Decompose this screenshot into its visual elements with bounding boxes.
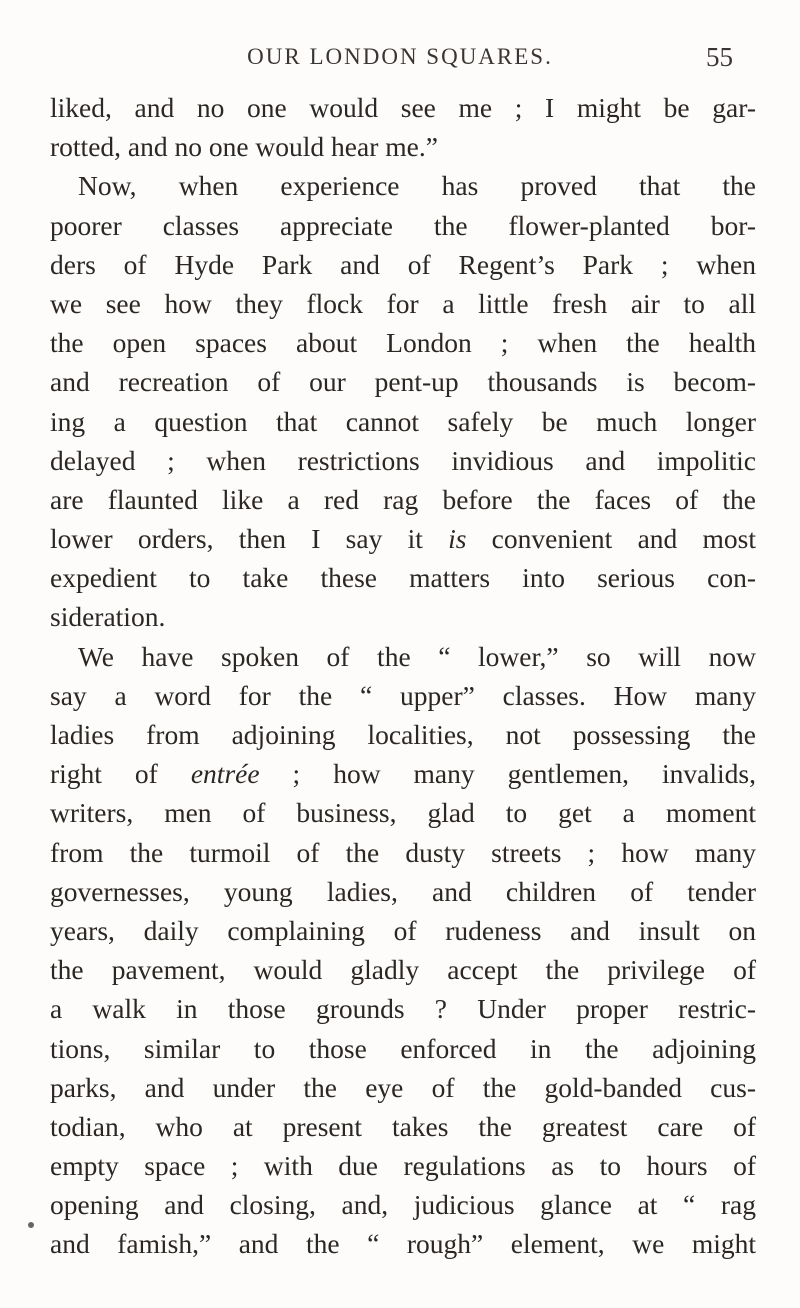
text-line: todian, who at present takes the greatest care of <box>50 1110 756 1142</box>
page-number: 55 <box>706 42 733 72</box>
text-line: We have spoken of the “ lower,” so will now <box>78 640 756 672</box>
text-line: and famish,” and the “ rough” element, we might <box>50 1228 756 1260</box>
text-line: right of entrée ; how many gentlemen, invalids, <box>50 758 756 790</box>
text-line: governesses, young ladies, and children of tender <box>50 875 756 907</box>
italic-word: entrée <box>190 758 260 790</box>
text-line: liked, and no one would see me ; I might be gar- <box>50 92 756 123</box>
text-line: parks, and under the eye of the gold-banded cus- <box>50 1071 756 1103</box>
text-line: the pavement, would gladly accept the privilege of <box>50 954 756 986</box>
text-line: writers, men of business, glad to get a moment <box>50 797 756 829</box>
text-line: years, daily complaining of rudeness and insult on <box>50 914 756 946</box>
running-head <box>0 44 800 74</box>
text-line: and recreation of our pent-up thousands is becom- <box>50 366 756 398</box>
text-line: delayed ; when restrictions invidious and impolitic <box>50 444 756 476</box>
text-line: the open spaces about London ; when the health <box>50 327 756 359</box>
body-text <box>50 88 756 1264</box>
text-line: lower orders, then I say it is convenient and most <box>50 523 756 555</box>
text-line: sideration. <box>50 601 166 633</box>
text-line: are flaunted like a red rag before the faces of the <box>50 483 756 515</box>
ink-speck <box>28 1222 34 1228</box>
text-line: poorer classes appreciate the flower-planted bor- <box>50 209 756 241</box>
text-line: tions, similar to those enforced in the adjoining <box>50 1032 756 1064</box>
running-head-title: OUR LONDON SQUARES. <box>247 44 553 69</box>
text-line: rotted, and no one would hear me.” <box>50 131 438 163</box>
italic-word: is <box>448 523 467 555</box>
text-line: ders of Hyde Park and of Regent’s Park ; when <box>50 248 756 280</box>
text-line: opening and closing, and, judicious glance at “ rag <box>50 1189 756 1221</box>
text-line: ladies from adjoining localities, not possessing the <box>50 719 756 750</box>
text-line: ing a question that cannot safely be much longer <box>50 405 756 437</box>
text-line: say a word for the “ upper” classes. How many <box>50 679 756 711</box>
text-line: expedient to take these matters into serious con- <box>50 562 756 594</box>
text-line: Now, when experience has proved that the <box>78 170 756 202</box>
text-line: from the turmoil of the dusty streets ; how many <box>50 836 756 868</box>
text-line: we see how they flock for a little fresh air to all <box>50 287 756 319</box>
text-line: empty space ; with due regulations as to hours of <box>50 1150 756 1182</box>
text-line: a walk in those grounds ? Under proper restric- <box>50 993 756 1025</box>
